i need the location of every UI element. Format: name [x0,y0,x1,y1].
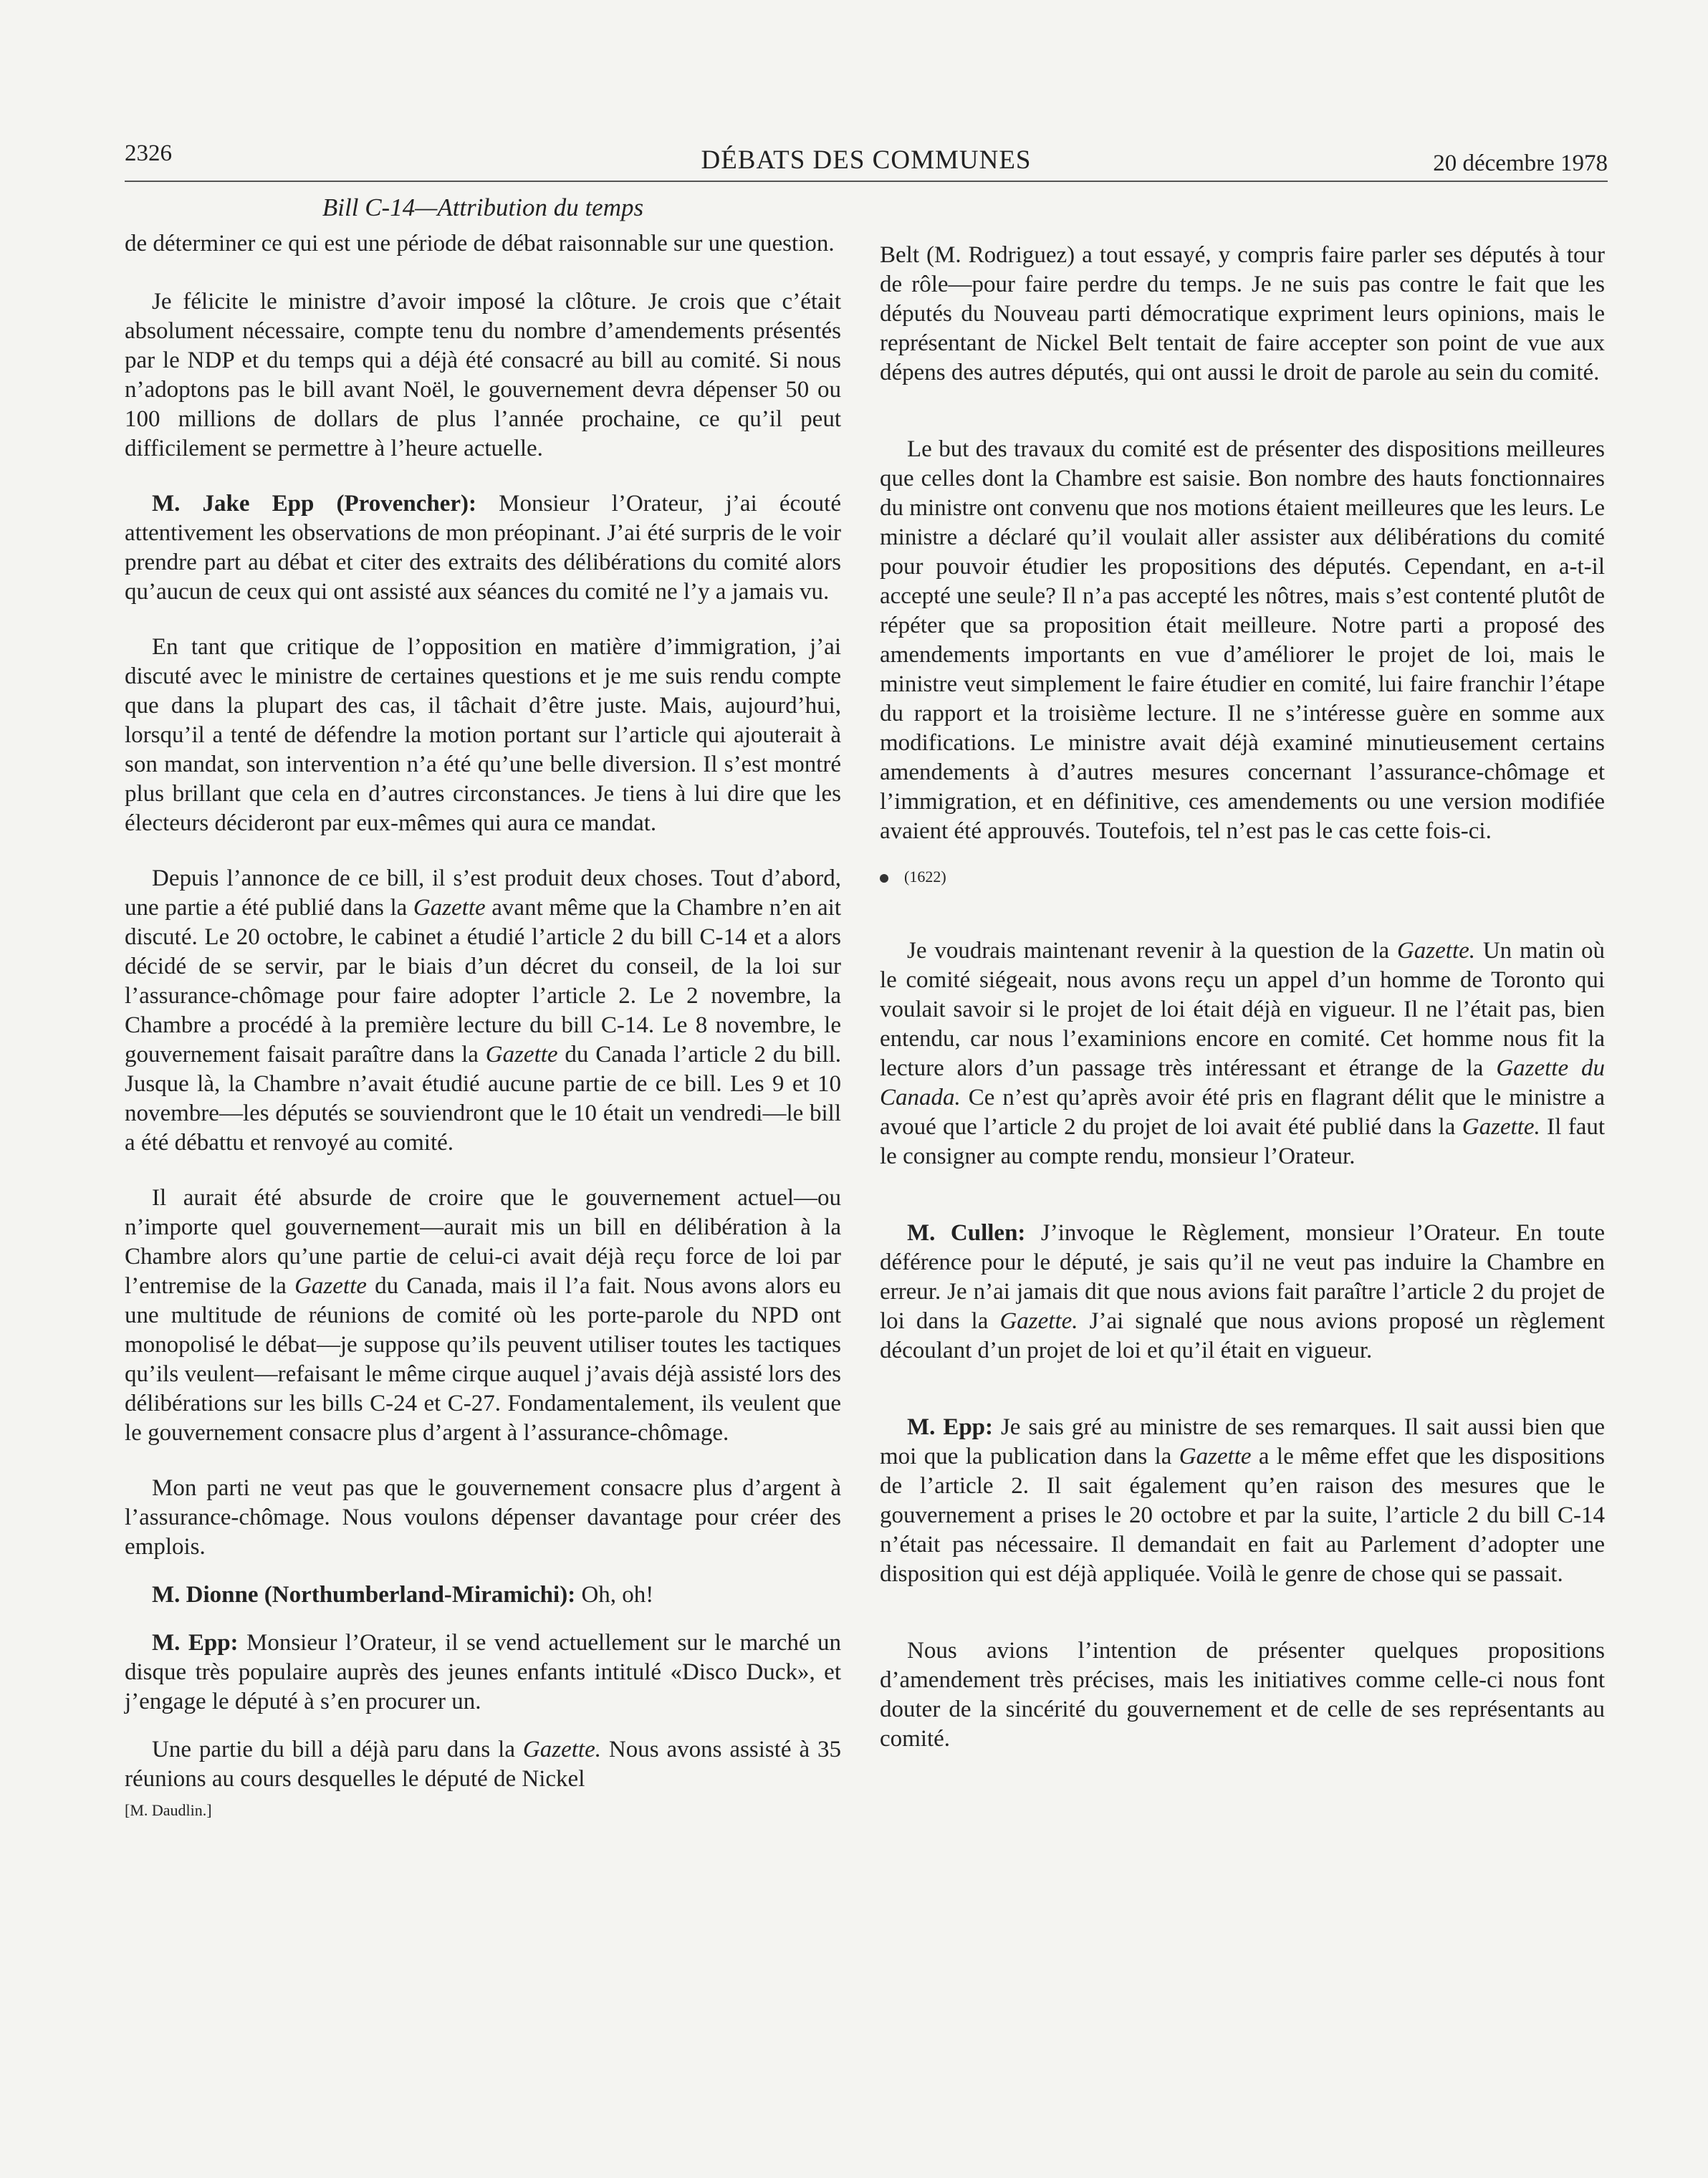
speaker-name: M. Cullen: [907,1220,1026,1246]
text-run: Ce n’est qu’après avoir été pris en flagrant délit que le ministre a avoué que l’article 2 du projet de loi avait été publié dans la [880,1085,1605,1140]
text-run: du Canada l’article 2 du bill. Jusque là, la Chambre n’avait étudié aucune partie de ce bill. Les 9 et 10 novembre—les députés se souviendront que le 10 était un vendredi—le bill a été débattu et renvoyé au comité. [125,1042,841,1156]
bullet-dot-icon [880,874,888,883]
speech-text: Monsieur l’Orateur, j’ai écouté attentivement les observations de mon préopinant. J’ai été surpris de le voir prendre part au débat et citer des extraits des délibérations du comité alors qu’aucun de ceux qui ont assisté aux séances du comité ne l’y a jamais vu. [125,491,841,605]
paragraph [880,936,1605,1171]
running-title-bill: Bill C-14 [322,193,416,221]
paragraph [125,1628,841,1717]
paragraph: Nous avions l’intention de présenter quelques propositions d’amendement très précises, mais les initiatives comme celle-ci nous font douter de la sincérité du gouvernement et de celle de ses représentants au comité. [880,1638,1605,1752]
paragraph [125,489,841,607]
running-title-dash: — [415,193,438,221]
italic-run: Gazette. [1396,938,1476,964]
text-run: Il faut le consigner au compte rendu, monsieur l’Orateur. [880,1114,1606,1169]
running-title-topic: Attribution du temps [437,193,644,221]
page-number: 2326 [125,140,172,166]
speaker-name: M. Jake Epp (Provencher): [152,491,476,517]
running-title [125,193,841,222]
paragraph: Je félicite le ministre d’avoir imposé la clôture. Je crois que c’était absolument nécessaire, compte tenu du nombre d’amendements présentés par le NDP et du temps qui a déjà été consacré au bill au comité. Si nous n’adoptons pas le bill avant Noël, le gouvernement devra dépenser 50 ou 100 millions de dollars de plus l’année prochaine, ce qu’il peut difficilement se permettre à l’heure actuelle. [125,289,841,461]
speech-text: Monsieur l’Orateur, il se vend actuellement sur le marché un disque très populaire auprès des jeunes enfants intitulé «Disco Duck», et j’engage le député à s’en procurer un. [125,1630,841,1714]
text-run: Nous avons assisté à 35 réunions au cours desquelles le député de Nickel [125,1737,842,1792]
left-column [125,193,841,1820]
text-run: Il aurait été absurde de croire que le gouvernement actuel—ou n’importe quel gouvernement—aurait mis un bill en délibération à la Chambre alors qu’une partie de celui-ci avait déjà reçu force de loi par l’entremise de la [125,1185,841,1299]
text-run: Une partie du bill a déjà paru dans la [152,1737,523,1762]
paragraph [125,1184,841,1448]
italic-run: Gazette [294,1273,367,1299]
text-run: J’invoque le Règlement, monsieur l’Orateur. En toute déférence pour le député, je sais qu’il ne veut pas induire la Chambre en erreur. Je n’ai jamais dit que nous avions fait paraître l’article 2 du projet de loi dans la [880,1220,1605,1334]
italic-run: Gazette [485,1042,558,1068]
text-run: Je voudrais maintenant revenir à la question de la [907,938,1397,964]
time-stamp: (1622) [904,868,946,886]
paragraph: Le but des travaux du comité est de présenter des dispositions meilleures que celles dont la Chambre est saisie. Bon nombre des hauts fonctionnaires du ministre ont convenu que nos motions étaient meilleures que les leurs. Le ministre a déclaré qu’il voulait aller assister aux délibérations du comité pour pouvoir étudier les propositions des députés. Cependant, en a-t-il accepté une seule? Il n’a pas accepté les nôtres, mais s’est contenté plutôt de répéter que sa proposition était meilleure. Notre parti a proposé des amendements importants en vue d’améliorer le projet de loi, mais le ministre veut simplement le faire étudier en comité, lui faire franchir l’étape du rapport et la troisième lecture. Il ne s’intéresse guère en somme aux modifications. Le ministre avait déjà examiné minutieusement certains amendements à d’autres mesures concernant l’assurance-chômage et l’immigration, et en définitive, ces amendements ou une version modifiée avaient été approuvés. Toutefois, tel n’est pas le cas cette fois-ci. [880,436,1605,844]
text-run: avant même que la Chambre n’en ait discuté. Le 20 octobre, le cabinet a étudié l’article 2 du bill C-14 et a alors décidé de se servir, par le biais d’un décret du conseil, de la loi sur l’assurance-chômage pour faire adopter l’article 2. Le 2 novembre, la Chambre a procédé à la première lecture du bill C-14. Le 8 novembre, le gouvernement faisait paraître dans la [125,895,841,1068]
speech-text: Oh, oh! [575,1582,654,1608]
speaker-name: M. Dionne (Northumberland-Miramichi): [152,1582,576,1608]
paragraph: de déterminer ce qui est une période de débat raisonnable sur une question. [125,231,835,256]
page-header [125,140,1608,182]
text-run: Je sais gré au ministre de ses remarques. Il sait aussi bien que moi que la publication dans la [880,1414,1606,1469]
paragraph [125,864,841,1158]
speaker-name: M. Epp: [152,1630,239,1656]
paragraph [880,1413,1605,1589]
speaker-bracket-note: [M. Daudlin.] [125,1801,212,1819]
speaker-name: M. Epp: [907,1414,994,1440]
italic-run: Gazette. [999,1308,1078,1334]
italic-run: Gazette. [1462,1114,1540,1140]
journal-title: DÉBATS DES COMMUNES [701,145,1032,175]
text-run: Depuis l’annonce de ce bill, il s’est produit deux choses. Tout d’abord, une partie a été publié dans la [125,865,841,921]
text-run: du Canada, mais il l’a fait. Nous avons alors eu une multitude de réunions de comité où les porte-parole du NPD ont monopolisé le débat—je suppose qu’ils peuvent utiliser toutes les tactiques qu’ils veulent—refaisant le même cirque auquel j’avais déjà assisté lors des délibérations sur les bills C-24 et C-27. Fondamentalement, ils veulent que le gouvernement consacre plus d’argent à l’assurance-chômage. [125,1273,841,1446]
paragraph [125,1580,841,1610]
text-run: J’ai signalé que nous avions proposé un règlement découlant d’un projet de loi et qu’il était en vigueur. [880,1308,1605,1363]
italic-run: Gazette du Canada. [880,1055,1605,1110]
italic-run: Gazette [413,895,486,921]
right-column [880,241,1605,1780]
italic-run: Gazette [1179,1444,1252,1469]
issue-date: 20 décembre 1978 [1433,150,1608,176]
paragraph: Mon parti ne veut pas que le gouvernement consacre plus d’argent à l’assurance-chômage. Nous voulons dépenser davantage pour créer des emplois. [125,1475,841,1560]
text-run: Un matin où le comité siégeait, nous avons reçu un appel d’un homme de Toronto qui voulait savoir si le projet de loi était déjà en vigueur. Il ne l’était pas, bien entendu, car nous l’examinions encore en comité. Cet homme nous fit la lecture alors d’un passage très intéressant et étrange de la [880,938,1605,1081]
paragraph [880,1219,1605,1366]
italic-run: Gazette. [522,1737,601,1762]
paragraph: Belt (M. Rodriguez) a tout essayé, y compris faire parler ses députés à tour de rôle—pour faire perdre du temps. Je ne suis pas contre le fait que les députés du Nouveau parti démocratique expriment leurs opinions, mais le représentant de Nickel Belt tentait de faire accepter son point de vue aux dépens des autres députés, qui ont aussi le droit de parole au sein du comité. [880,242,1605,385]
paragraph [125,1735,841,1794]
time-marker [880,868,1605,886]
text-run: a le même effet que les dispositions de l’article 2. Il sait également qu’en raison des mesures que le gouvernement a prises le 20 octobre et par la suite, l’article 2 du bill C-14 n’était pas nécessaire. Il demandait en fait au Parlement d’adopter une disposition qui est déjà appliquée. Voilà le genre de chose qui se passait. [880,1444,1605,1587]
paragraph: En tant que critique de l’opposition en matière d’immigration, j’ai discuté avec le ministre de certaines questions et je me suis rendu compte que dans la plupart des cas, il tâchait d’être juste. Mais, aujourd’hui, lorsqu’il a tenté de défendre la motion portant sur l’article qui ajouterait à son mandat, son intervention n’a été qu’une belle diversion. Il s’est montré plus brillant que cela en d’autres circonstances. Je tiens à lui dire que les électeurs décideront par eux-mêmes qui aura ce mandat. [125,634,841,836]
